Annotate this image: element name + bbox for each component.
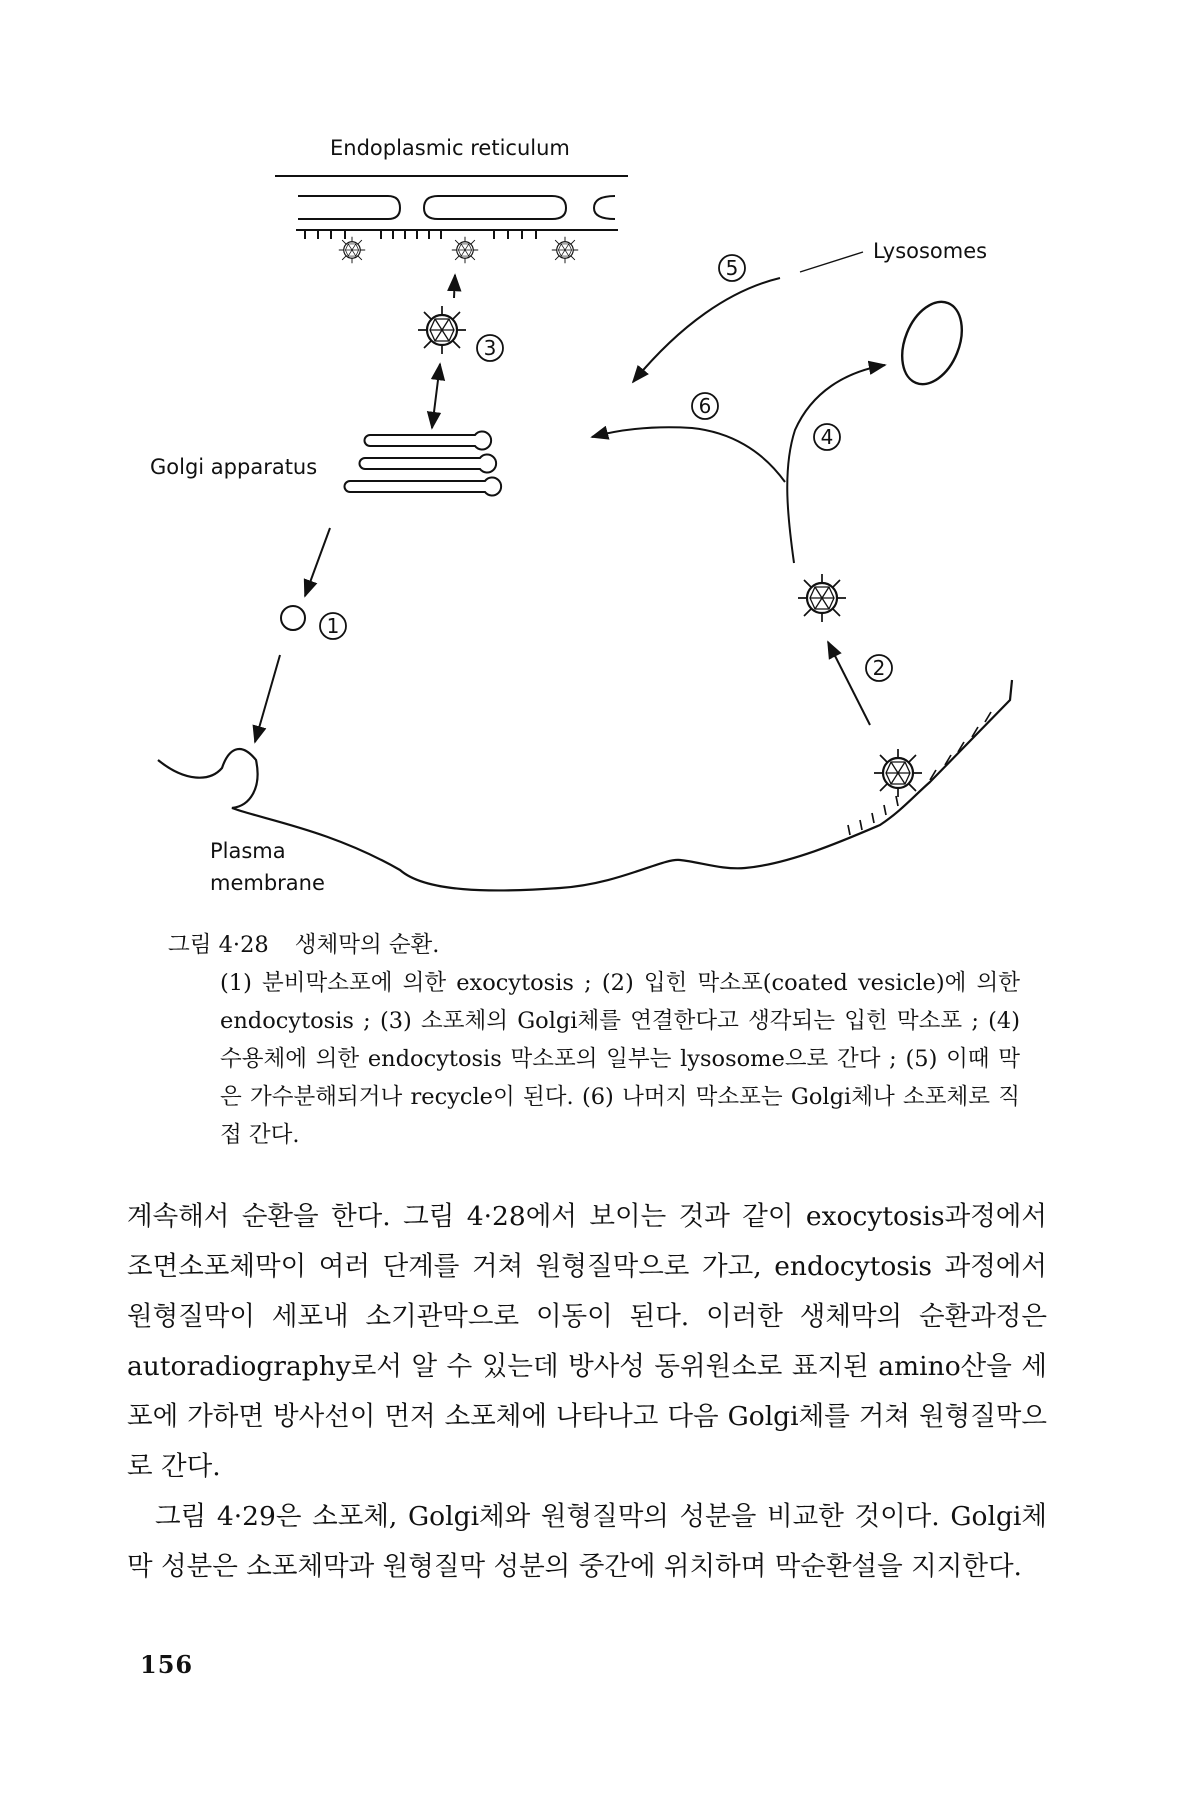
lysosomes-label: Lysosomes xyxy=(873,239,988,263)
step-5-number: 5 xyxy=(725,256,739,280)
secretory-vesicle xyxy=(281,606,305,630)
lysosome xyxy=(891,293,973,393)
figure-number: 그림 4·28 xyxy=(168,932,269,958)
body-text xyxy=(127,1192,1047,1592)
step-6-number: 6 xyxy=(698,394,712,418)
er-bud-vesicle xyxy=(552,237,578,263)
body-paragraph-1: 계속해서 순환을 한다. 그림 4·28에서 보이는 것과 같이 exocytosis과정에서 조면소포체막이 여러 단계를 거쳐 원형질막으로 가고, endocytosis 과정에서 원형질막이 세포내 소기관막으로 이동이 된다. 이러한 생체막의 순환과정은 autoradiography로서 알 수 있는데 방사성 동위원소로 표지된 amino산을 세포에 가하면 방사선이 먼저 소포체에 나타나고 다음 Golgi체를 거쳐 원형질막으로 간다. xyxy=(127,1201,1047,1482)
arrow-vesicle-golgi xyxy=(432,364,440,428)
caption-title: 생체막의 순환. xyxy=(294,932,440,958)
endocytic-coated-vesicle xyxy=(798,574,846,622)
arrow-endocytosis xyxy=(828,642,870,725)
caption-title-line xyxy=(140,926,1020,964)
golgi-label: Golgi apparatus xyxy=(150,455,318,479)
endoplasmic-reticulum xyxy=(275,176,628,239)
figure-caption xyxy=(140,926,1020,1154)
step-1-number: 1 xyxy=(326,614,340,638)
step-2-number: 2 xyxy=(872,656,886,680)
plasma-membrane-label-line2: membrane xyxy=(210,871,325,895)
page-number: 156 xyxy=(140,1650,194,1679)
body-paragraph-2: 그림 4·29은 소포체, Golgi체와 원형질막의 성분을 비교한 것이다. Golgi체 막 성분은 소포체막과 원형질막 성분의 중간에 위치하며 막순환설을 지지한다. xyxy=(127,1501,1047,1582)
arrow-return xyxy=(592,427,785,482)
lysosomes-pointer xyxy=(800,252,863,272)
arrow-golgi-secretory xyxy=(305,528,330,596)
membrane-receptors xyxy=(930,712,991,780)
arrow-to-lysosome xyxy=(787,365,885,563)
arrow-recycle xyxy=(633,278,780,382)
arrow-er-vesicle xyxy=(454,275,455,298)
step-4-number: 4 xyxy=(820,425,834,449)
er-bud-vesicle xyxy=(339,237,365,263)
arrow-secretory-membrane xyxy=(255,655,280,742)
step-3-number: 3 xyxy=(483,336,497,360)
coated-pit-vesicle xyxy=(874,749,922,797)
er-bud-vesicle xyxy=(452,237,478,263)
caption-body: (1) 분비막소포에 의한 exocytosis ; (2) 입힌 막소포(coated vesicle)에 의한 endocytosis ; (3) 소포체의 Golgi체를 연결한다고 생각되는 입힌 막소포 ; (4) 수용체에 의한 endocytosis 막소포의 일부는 lysosome으로 간다 ; (5) 이때 막은 가수분해되거나 recycle이 된다. (6) 나머지 막소포는 Golgi체나 소포체로 직접 간다. xyxy=(220,970,1020,1148)
plasma-membrane xyxy=(158,680,1012,890)
coated-vesicle-step3 xyxy=(418,306,466,354)
golgi-apparatus xyxy=(345,431,502,495)
plasma-membrane-label-line1: Plasma xyxy=(210,839,286,863)
er-label: Endoplasmic reticulum xyxy=(330,136,570,160)
